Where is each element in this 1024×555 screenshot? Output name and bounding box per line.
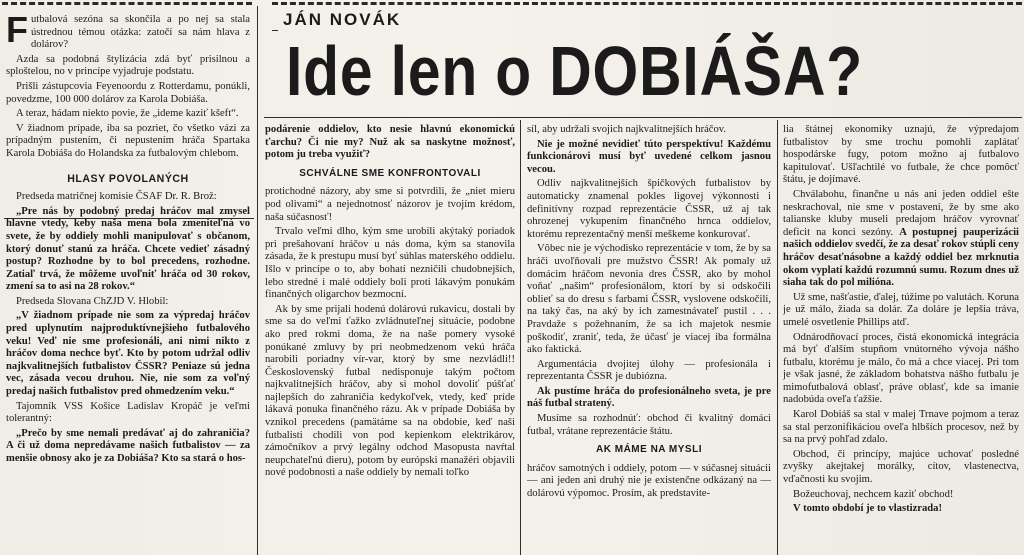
article-author: JÁN NOVÁK bbox=[283, 10, 402, 29]
subheading-schvalne: SCHVÁLNE SME KONFRONTOVALI bbox=[299, 167, 481, 179]
col4-paragraph-7: Božeuchovaj, nechcem kaziť obchod! bbox=[793, 488, 954, 500]
col2-paragraph-1: podárenie oddielov, kto nesie hlavnú ekonomickú ťarchu? Či nie my? Nuž ak sa naskytne možnosť, potom ju treba využiť? bbox=[265, 124, 515, 161]
col2-paragraph-2: protichodné názory, aby sme si potvrdili, že „niet mieru pod olivami“ a nejednotnosť názorov je tvojím krédom, naša súčasnosť! bbox=[265, 186, 515, 223]
col2-paragraph-3: Trvalo veľmi dlho, kým sme urobili akýtaký poriadok pri prešahovaní hráčov u nás doma, kým sa stanovila zásada, že k prestupu musí byť súhlas materského oddielu. Išlo v princípe o to, aby bohatí nezničili chudobnejších, lebo stredné i malé oddiely boli proti lákavým ponukám finančných oligarchov bezmocní. bbox=[265, 226, 515, 301]
col1-quote-hlobil: „V žiadnom prípade nie som za výpredaj hráčov pred uplynutím najproduktívnejšieho futbalového veku! Veď nie sme profesionáli, ani nimi nikto z hráčov doma nechce byť. Kto by potom udržal odliv najkvalitnejších futbalistov ČSSR? Peniaze sú jedna vec, zásada vecou druhou. Nie, nie som za voľný predaj našich futbalistov pred ohmedzením veku.“ bbox=[6, 310, 250, 398]
col1-paragraph-8: Predseda Slovana ChZJD V. Hlobil: bbox=[16, 295, 169, 307]
col3-paragraph-6: Ak pustíme hráča do profesionálneho sveta, je pre náš futbal stratený. bbox=[527, 385, 771, 410]
col3-paragraph-8: hráčov samotných i oddiely, potom — v súčasnej situácii — ani jeden ani druhý nie je existenčne odkázaný na — dolárovú výpomoc. Prosím, ak predstavite- bbox=[527, 462, 771, 500]
col1-paragraph-5: V žiadnom prípade, iba sa pozriet, čo všetko vázi za prípadným pustením, či nepustením hráča Spartaka Karola Dobiáša do Holandska za futbalovým chlebom. bbox=[6, 122, 250, 159]
col1-intro bbox=[6, 14, 250, 52]
col4-paragraph-2-text: Chválabohu, finančne u nás ani jeden oddiel ešte neskrachoval, nie sme v postavení, že by sme ako talianske kluby museli predajom hráčov vyrovnať deficit na konci sezóny. bbox=[783, 188, 1019, 238]
col3-paragraph-4: Vôbec nie je východisko reprezentácie v tom, že by sa hráči uvoľňovali pre mužstvo ČSSR! Ak pomaly už domácim hráčom nevonia dres ČSSR, ako by mohol voňať „našim“ profesionálom, ktorí by si odskočili oblieť sa do dresu s farbami ČSSR, vyslovene odskočili, na taký čas, na aký by ich zamestnávateľ pustil . . . Pravdaže s požehnaním, že sa ich majetok nesmie poškodiť, zraniť, teda, že účasť je viacej iba formálna ako faktická. bbox=[527, 243, 771, 356]
col1-quote-broz: „Pre nás by podobný predaj hráčov mal zmysel hlavne vtedy, keby naša mena bola zmeniteľná vo svete, že by oddiely mohli manipulovať s občanom, ktorý donuť stanú za hráča. Chcete vedieť zásadný postup? Rozhodne by to bol precedens, rozhodne. Zatiaľ trvá, že môžeme uvoľniť hráča od 30 rokov, zmení sa to asi na 28 rokov.“ bbox=[6, 205, 250, 293]
col3-paragraph-1: síl, aby udržali svojich najkvalitnejších hráčov. bbox=[527, 124, 727, 135]
subheading-ak-mame-na-mysli: AK MÁME NA MYSLI bbox=[596, 444, 702, 456]
col3-paragraph-5: Argumentácia dvojitej úlohy — profesionála i reprezentanta ČSSR je dubiózna. bbox=[527, 358, 771, 383]
col4-paragraph-4: Odnárodňovací proces, čistá ekonomická integrácia má byť ďalším stupňom vnútorného vývoja nášho futbalu, ktorému je málo, čo má a chce viacej. Pri tom je však jasné, že základom bohatstva nášho futbalu je mimofutbalová oblasť, práve oblasť, kde sa imanie nadobúda oveľa ťažšie. bbox=[783, 331, 1019, 406]
top-dashed-border-right bbox=[272, 2, 1022, 9]
col1-paragraph-10: Tajomník VSS Košice Ladislav Kropáč je veľmi tolerantný: bbox=[6, 400, 250, 425]
subheading-hlasy-povolanych: HLASY POVOLANÝCH bbox=[67, 172, 189, 185]
col3-paragraph-2: Nie je možné nevidieť túto perspektívu! Každému funkcionárovi musí byť uvedené celkom jasnou vecou. bbox=[527, 138, 771, 175]
drop-cap: F bbox=[6, 14, 28, 50]
col1-paragraph-6: Predseda matričnej komisie ČSAF Dr. R. Brož: bbox=[16, 191, 217, 203]
column-divider-2 bbox=[520, 120, 521, 555]
col1-quote-kropac: „Prečo by sme nemali predávať aj do zahraničia? A či už doma nepredávame našich futbalistov — za menšie obnosy ako je za Dobiáša? Kto sa stará o hos- bbox=[6, 427, 250, 464]
section-divider-right-top bbox=[272, 30, 278, 31]
col3-paragraph-3: Odliv najkvalitnejších špičkových futbalistov by automaticky znamenal pokles ligovej výkonnosti i definitívny rozpad reprezentácie ČSSR, už aj tak ohrozenej vykupením finančného hrnca oddielov, ktorému reprezentačný menší meškeme konkurovať. bbox=[527, 178, 771, 240]
col4-paragraph-3: Už sme, našťastie, ďalej, túžime po valutách. Koruna je už málo, žiada sa dolár. Za doláre je lepšia tráva, umelé osvetlenie Phillips atď. bbox=[783, 291, 1019, 328]
col3-paragraph-7: Musíme sa rozhodnúť: obchod či kvalitný domáci futbal, vrátane reprezentácie štátu. bbox=[527, 413, 771, 437]
column-divider-3 bbox=[777, 120, 778, 555]
col4-paragraph-2 bbox=[783, 189, 1019, 290]
headline-underline bbox=[264, 117, 1022, 118]
col1-paragraph-3: Prišli zástupcovia Feyenoordu z Rotterdamu, ponúkli, povedzme, 100 000 dolárov za Karola Dobiáša. bbox=[6, 80, 250, 105]
col4-paragraph-8: V tomto období je to vlastizrada! bbox=[793, 503, 942, 515]
col1-paragraph-4: A teraz, hádam niekto povie, že „ideme kaziť kšeft“. bbox=[16, 108, 239, 120]
col4-paragraph-5: Karol Dobiáš sa stal v malej Trnave pojmom a teraz sa stal perzonifikáciou oveľa hlbších procesov, než by sa na prvý pohľad zdalo. bbox=[783, 409, 1019, 446]
col4-paragraph-1: lia štátnej ekonomiky uznajú, že výpredajom futbalistov by sme trochu pomohli zaplátať hospodárske fugy, potom možno aj futbalovo kapitulovať. Ušľachtilé vo futbale, že chce pomôcť štátu, je dojímavé. bbox=[783, 124, 1019, 186]
col1-paragraph-1: utbalová sezóna sa skončila a po nej sa stala ústrednou témou otázka: zatočí sa nám hlava z dolárov? bbox=[31, 14, 250, 51]
col1-paragraph-2: Azda sa podobná štylizácia zdá byť prisilnou a sploštelou, no v princípe vyjadruje podstatu. bbox=[6, 53, 250, 78]
col2-paragraph-4: Ak by sme prijali hodenú dolárovú rukavicu, dostali by sme sa do veľmi ťažko zvládnuteľnej situácie, podobne ako pred rokmi doma, že na naše pomery vysoké ponúkané zmluvy by pri neobmedzenom vekú hráča narobili poriadny vír-var, ktorý by sme nezvládli!! Československý futbal nedisponuje takým počtom najkvalitnejších hráčov, aby si mohol dovoliť púšťať najlepších do zahraničia kedykoľvek, vtedy, keď príde lákavá ponuka finančného rázu. Ak v prípade Dobiáša by vznikol precedens (pamätáme sa na obdobie, keď naši futbalisti chodili von pod kepienkom elektrikárov, zámočníkov a prvý legálny odchod Masopusta navŕtal neupchateľnú dieru), potom by európski manažéri objavili nové podobnosti a naše oddiely by nemali toľko bbox=[265, 303, 515, 479]
col4-paragraph-6: Obchod, či princípy, majúce uchovať posledné zvyšky akejtakej morálky, cítov, vlastenectva, vďačnosti ku svojim. bbox=[783, 448, 1019, 486]
column-1 bbox=[6, 14, 250, 554]
column-2 bbox=[265, 124, 515, 554]
article-headline: Ide len o DOBIÁŠA? bbox=[286, 32, 864, 110]
column-divider-1 bbox=[257, 6, 258, 555]
column-3 bbox=[527, 124, 771, 554]
col4-paragraph-2-bold: A postupnej pauperizácii našich oddielov svedčí, že za desať rokov stúpli ceny hráčov desaťnásobne a každý oddiel bez mrknutia okom vyplatí každú rozumnú sumu. Rozum dnes už siaha tak do pol milióna. bbox=[783, 226, 1019, 289]
column-4 bbox=[783, 124, 1019, 554]
top-dashed-border-left bbox=[2, 2, 252, 9]
